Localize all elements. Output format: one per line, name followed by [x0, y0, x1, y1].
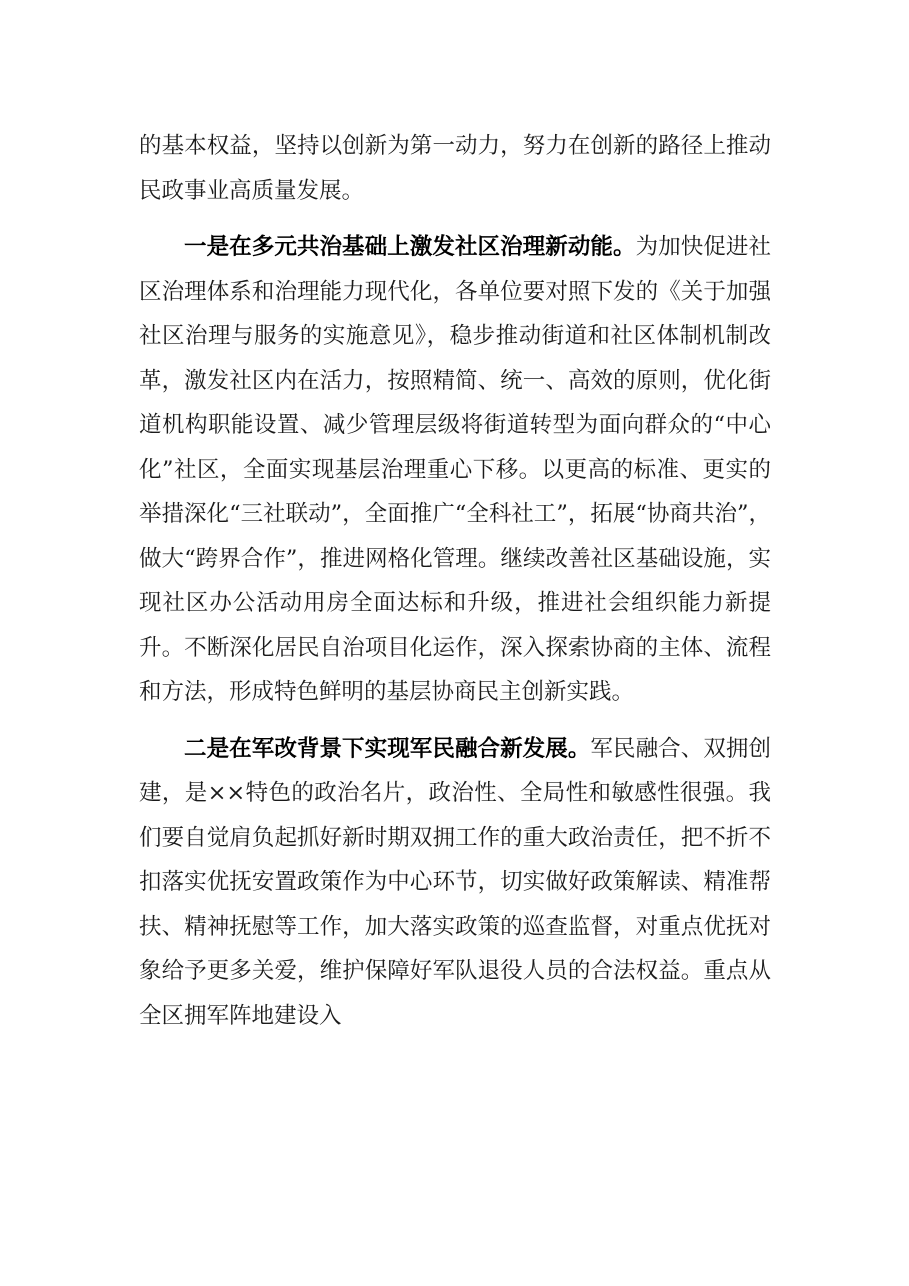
- paragraph-military-civilian: [139, 727, 771, 1039]
- paragraph-lead: 二是在军改背景下实现军民融合新发展。: [184, 735, 591, 762]
- document-body: [139, 124, 771, 1050]
- paragraph-continuation: [139, 124, 771, 213]
- paragraph-text: 为加快促进社区治理体系和治理能力现代化，各单位要对照下发的《关于加强社区治理与服务的实施意见》，稳步推动街道和社区体制机制改革，激发社区内在活力，按照精简、统一、高效的原则，优化街道机构职能设置、减少管理层级将街道转型为面向群众的“中心化”社区，全面实现基层治理重心下移。以更高的标准、更实的举措深化“三社联动”，全面推广“全科社工”，拓展“协商共治”，做大“跨界合作”，推进网格化管理。继续改善社区基础设施，实现社区办公活动用房全面达标和升级，推进社会组织能力新提升。不断深化居民自治项目化运作，深入探索协商的主体、流程和方法，形成特色鲜明的基层协商民主创新实践。: [139, 234, 771, 705]
- paragraph-text: 的基本权益，坚持以创新为第一动力，努力在创新的路径上推动民政事业高质量发展。: [139, 133, 771, 204]
- paragraph-text: 军民融合、双拥创建，是××特色的政治名片，政治性、全局性和敏感性很强。我们要自觉肩负起抓好新时期双拥工作的重大政治责任，把不折不扣落实优抚安置政策作为中心环节，切实做好政策解读、精准帮扶、精神抚慰等工作，加大落实政策的巡查监督，对重点优抚对象给予更多关爱，维护保障好军队退役人员的合法权益。重点从全区拥军阵地建设入: [139, 735, 771, 1029]
- paragraph-community-governance: [139, 225, 771, 715]
- paragraph-lead: 一是在多元共治基础上激发社区治理新动能。: [184, 234, 636, 260]
